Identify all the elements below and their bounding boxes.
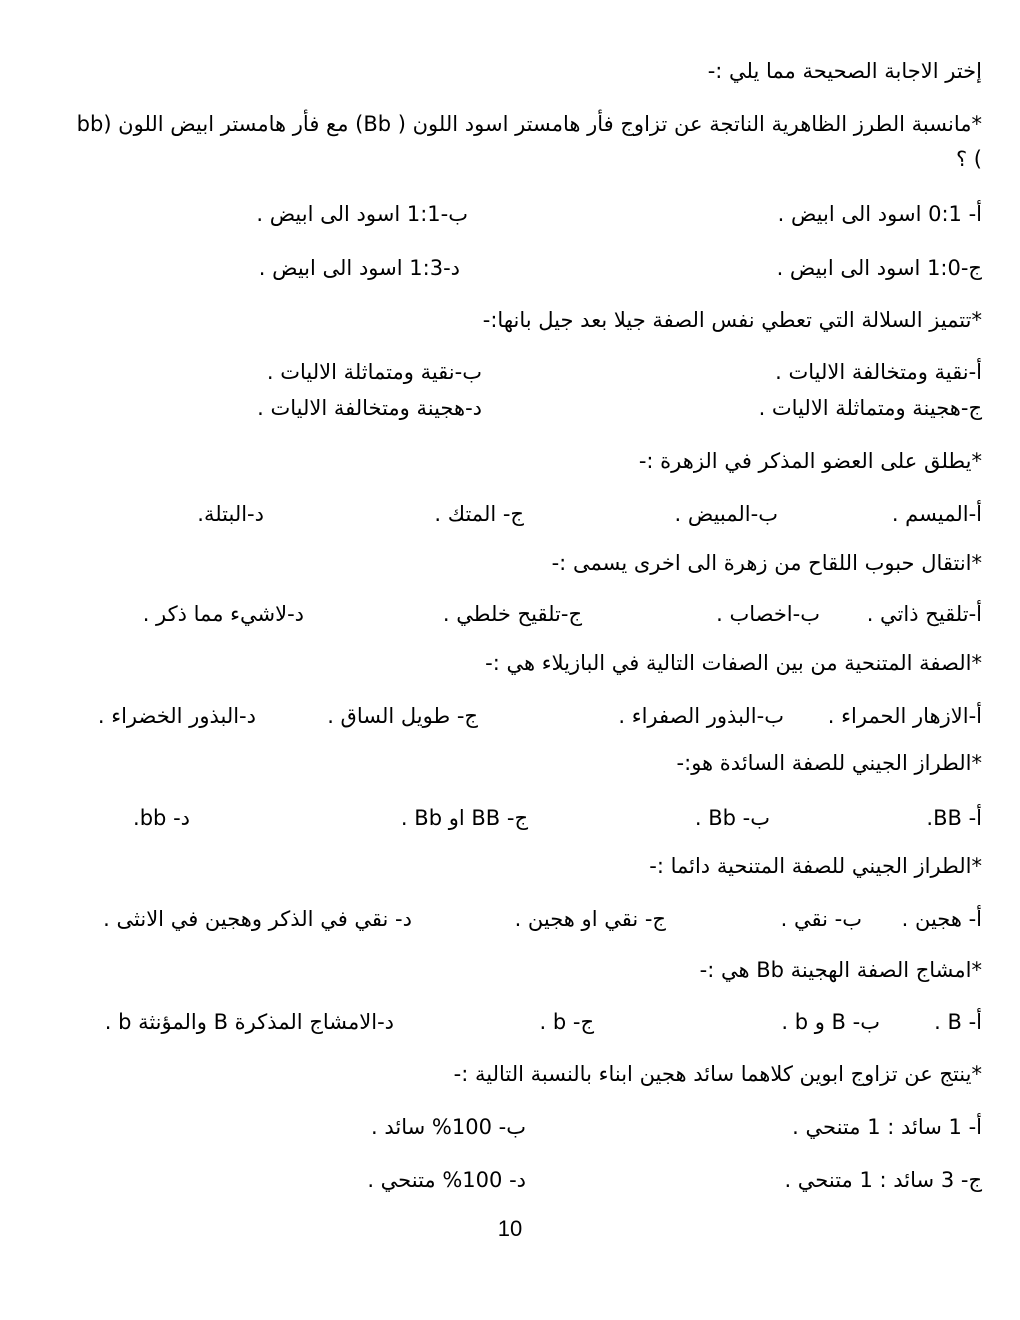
- q6-option-a: أ- BB.: [926, 806, 982, 830]
- q7-option-c: ج- نقي او هجين .: [514, 907, 666, 931]
- q5-option-a: أ-الازهار الحمراء .: [827, 704, 982, 728]
- question-4: *انتقال حبوب اللقاح من زهرة الى اخرى يسمى :-: [551, 551, 982, 575]
- q8-option-d: د-الامشاج المذكرة B والمؤنثة b .: [104, 1010, 394, 1034]
- q9-option-b: ب- 100% سائد .: [371, 1115, 526, 1139]
- q8-option-c: ج- b .: [539, 1010, 594, 1034]
- q2-option-b: ب-نقية ومتماثلة الاليات .: [266, 360, 482, 384]
- q4-option-b: ب-اخصاب .: [716, 602, 820, 626]
- q6-option-d: د- bb.: [133, 806, 190, 830]
- q1-option-a: أ- 0:1 اسود الى ابيض .: [777, 202, 982, 226]
- q5-option-d: د-البذور الخضراء .: [97, 704, 256, 728]
- q3-option-d: د-البتلة.: [197, 502, 264, 526]
- q8-option-a: أ- B .: [934, 1010, 982, 1034]
- q7-option-a: أ- هجين .: [901, 907, 982, 931]
- q8-option-b: ب- B و b .: [781, 1010, 880, 1034]
- question-3: *يطلق على العضو المذكر في الزهرة :-: [638, 449, 982, 473]
- q3-option-b: ب-المبيض .: [674, 502, 778, 526]
- instruction: إختر الاجابة الصحيحة مما يلي :-: [707, 59, 982, 83]
- q9-option-c: ج- 3 سائد : 1 متنحي .: [784, 1168, 982, 1192]
- q3-option-c: ج- المتك .: [434, 502, 524, 526]
- q1-option-d: د-1:3 اسود الى ابيض .: [258, 256, 460, 280]
- q2-option-a: أ-نقية ومتخالفة الاليات .: [775, 360, 982, 384]
- page-number: 10: [497, 1216, 523, 1241]
- q5-option-b: ب-البذور الصفراء .: [618, 704, 784, 728]
- question-1: *مانسبة الطرز الظاهرية الناتجة عن تزاوج فأر هامستر اسود اللون ( Bb) مع فأر هامستر ابيض اللون (bb ) ؟: [76, 112, 982, 171]
- q4-option-c: ج-تلقيح خلطي .: [442, 602, 582, 626]
- question-6: *الطراز الجيني للصفة السائدة هو:-: [676, 751, 982, 775]
- q6-option-b: ب- Bb .: [694, 806, 770, 830]
- q4-option-d: د-لاشيء مما ذكر .: [142, 602, 304, 626]
- question-5: *الصفة المتنحية من بين الصفات التالية في البازيلاء هي :-: [485, 651, 982, 675]
- q2-option-c: ج-هجينة ومتماثلة الاليات .: [758, 396, 982, 420]
- q5-option-c: ج- طويل الساق .: [327, 704, 478, 728]
- question-2: *تتميز السلالة التي تعطي نفس الصفة جيلا بعد جيل بانها:-: [482, 308, 982, 332]
- q3-option-a: أ-الميسم .: [891, 502, 982, 526]
- question-7: *الطراز الجيني للصفة المتنحية دائما :-: [649, 854, 982, 878]
- q7-option-d: د- نقي في الذكر وهجين في الانثى .: [103, 907, 412, 931]
- question-9: *ينتج عن تزاوج ابوين كلاهما سائد هجين ابناء بالنسبة التالية :-: [453, 1062, 982, 1086]
- q1-option-c: ج-1:0 اسود الى ابيض .: [776, 256, 982, 280]
- q2-option-d: د-هجينة ومتخالفة الاليات .: [257, 396, 482, 420]
- q9-option-d: د- 100% متنحي .: [367, 1168, 526, 1192]
- q4-option-a: أ-تلقيح ذاتي .: [866, 602, 982, 626]
- q6-option-c: ج- BB او Bb .: [400, 806, 528, 830]
- q7-option-b: ب- نقي .: [780, 907, 862, 931]
- q9-option-a: أ- 1 سائد : 1 متنحي .: [792, 1115, 982, 1139]
- q1-option-b: ب-1:1 اسود الى ابيض .: [256, 202, 468, 226]
- question-8: *امشاج الصفة الهجينة Bb هي :-: [699, 958, 982, 982]
